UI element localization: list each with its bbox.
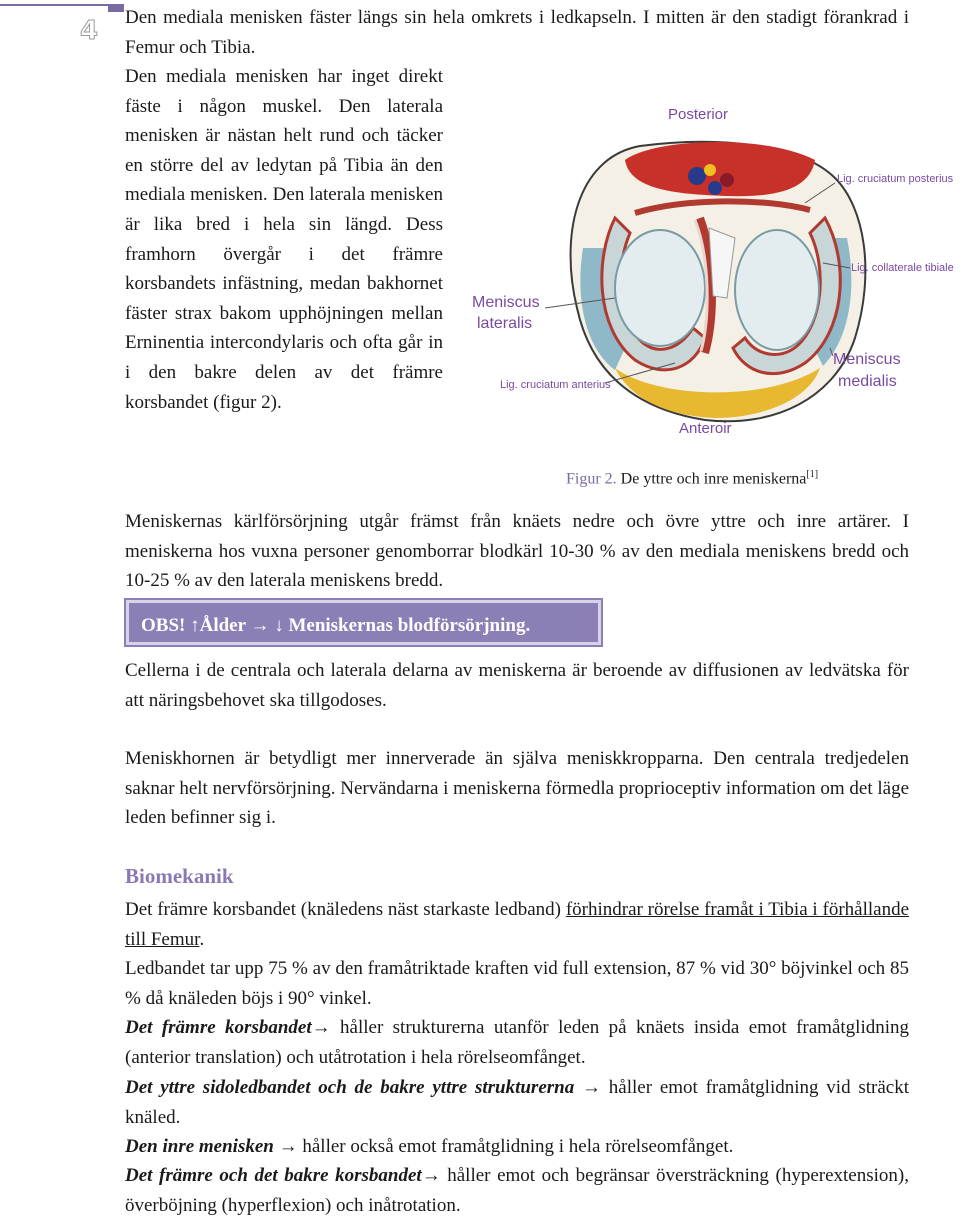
bio-para-6 [125, 1161, 909, 1220]
obs-text: Meniskernas blodförsörjning. [288, 615, 531, 636]
obs-prefix: OBS! [141, 615, 191, 636]
label-meniscus-lateralis-1: Meniscus [472, 294, 540, 311]
label-anteroir: Anteroir [679, 420, 732, 437]
header-rule-tab [108, 4, 124, 12]
label-posterior: Posterior [668, 106, 729, 123]
label-meniscus-medialis-2: medialis [838, 373, 897, 390]
label-meniscus-lateralis-2: lateralis [477, 315, 533, 332]
caption-ref: [1] [806, 469, 819, 480]
label-lig-cruciatum-posterius: Lig. cruciatum posterius [837, 173, 954, 185]
label-lig-cruciatum-anterius: Lig. cruciatum anterius [500, 379, 611, 391]
bio-p4-term: Det yttre sidoledbandet och de bakre yttre strukturerna [125, 1077, 575, 1098]
para-nerves: Meniskhornen är betydligt mer innerverade än själva meniskkropparna. Den centrala tredjedelen saknar helt nervförsörjning. Nervändarna i meniskerna förmedla proprioceptiv information om det läge leden befinner sig i. [125, 748, 910, 829]
caption-label: Figur 2. [566, 470, 617, 488]
bio-p6-text: → håller emot och begränsar översträckning (hyperextension), överböjning (hyperflexion) och inåtrotation. [125, 1165, 909, 1216]
obs-callout [126, 600, 601, 645]
label-lig-collaterale-tibiale: Lig. collaterale tibiale [851, 262, 954, 274]
bio-para-4 [125, 1073, 909, 1132]
bio-para-1 [125, 895, 909, 954]
obs-age: Ålder [199, 615, 251, 636]
bio-p1-end: . [199, 928, 205, 950]
para-cells: Cellerna i de centrala och laterala delarna av meniskerna är beroende av diffusionen av ledvätska för att näringsbehovet ska tillgodoses. [125, 660, 909, 711]
caption-text: De yttre och inre meniskerna [616, 470, 807, 488]
page-number: 4 [80, 16, 99, 46]
para-blood-supply: Meniskernas kärlförsörjning utgår främst från knäets nedre och övre yttre och inre artärer. I meniskerna hos vuxna personer genomborrar blodkärl 10-30 % av den mediala meniskens bredd och 10-25 % av den laterala meniskens bredd. [125, 511, 909, 592]
bio-p3-term: Det främre korsbandet [125, 1017, 312, 1038]
meniscus-figure [465, 98, 960, 498]
bio-p1-text: Det främre korsbandet (knäledens näst starkaste ledband) [125, 899, 566, 920]
arrow-right-icon: → [250, 615, 270, 636]
meniscus-illustration [465, 98, 960, 498]
bio-para-2: Ledbandet tar upp 75 % av den framåtriktade kraften vid full extension, 87 % vid 30° böjvinkel och 85 % då knäleden böjs i 90° vinkel. [125, 958, 909, 1009]
intro-left-column: Den mediala menisken har inget direkt fäste i någon muskel. Den laterala menisken är nästan helt rund och täcker en större del av ledytan på Tibia än den mediala menisken. Den laterala menisken är lika bred i hela sin längd. Dess framhorn övergår i det främre korsbandets infästning, medan bakhornet fäster strax bakom upphöjningen mellan Erninentia intercondylaris och ofta går in i den bakre delen av det främre korsbandet (figur 2). [125, 66, 443, 413]
bio-p6-term: Det främre och det bakre korsbandet [125, 1165, 422, 1186]
arrow-up-icon: ↑ [190, 615, 200, 636]
bio-p5-text: → håller också emot framåtglidning i hela rörelseomfånget. [273, 1136, 734, 1157]
bio-p3-text: → håller strukturerna utanför leden på knäets insida emot framåtglidning (anterior translation) och utåtrotation i hela rörelseomfånget. [125, 1017, 910, 1068]
bio-para-5 [125, 1132, 909, 1162]
header-rule [0, 4, 108, 6]
label-meniscus-medialis-1: Meniscus [833, 351, 901, 368]
bio-p1-underlined: förhindrar rörelse framåt i Tibia i förhållande till Femur [125, 899, 909, 950]
figure-caption [566, 469, 818, 488]
arrow-down-icon: ↓ [269, 615, 289, 636]
bio-para-3 [125, 1013, 909, 1072]
bio-p5-term: Den inre menisken [125, 1136, 274, 1157]
section-title-biomekanik: Biomekanik [125, 864, 234, 888]
intro-line: Den mediala menisken fäster längs sin hela omkrets i ledkapseln. I mitten är den stadigt förankrad i Femur och Tibia. [125, 7, 909, 58]
bio-p4-text: → håller emot framåtglidning vid sträckt knäled. [125, 1077, 909, 1128]
